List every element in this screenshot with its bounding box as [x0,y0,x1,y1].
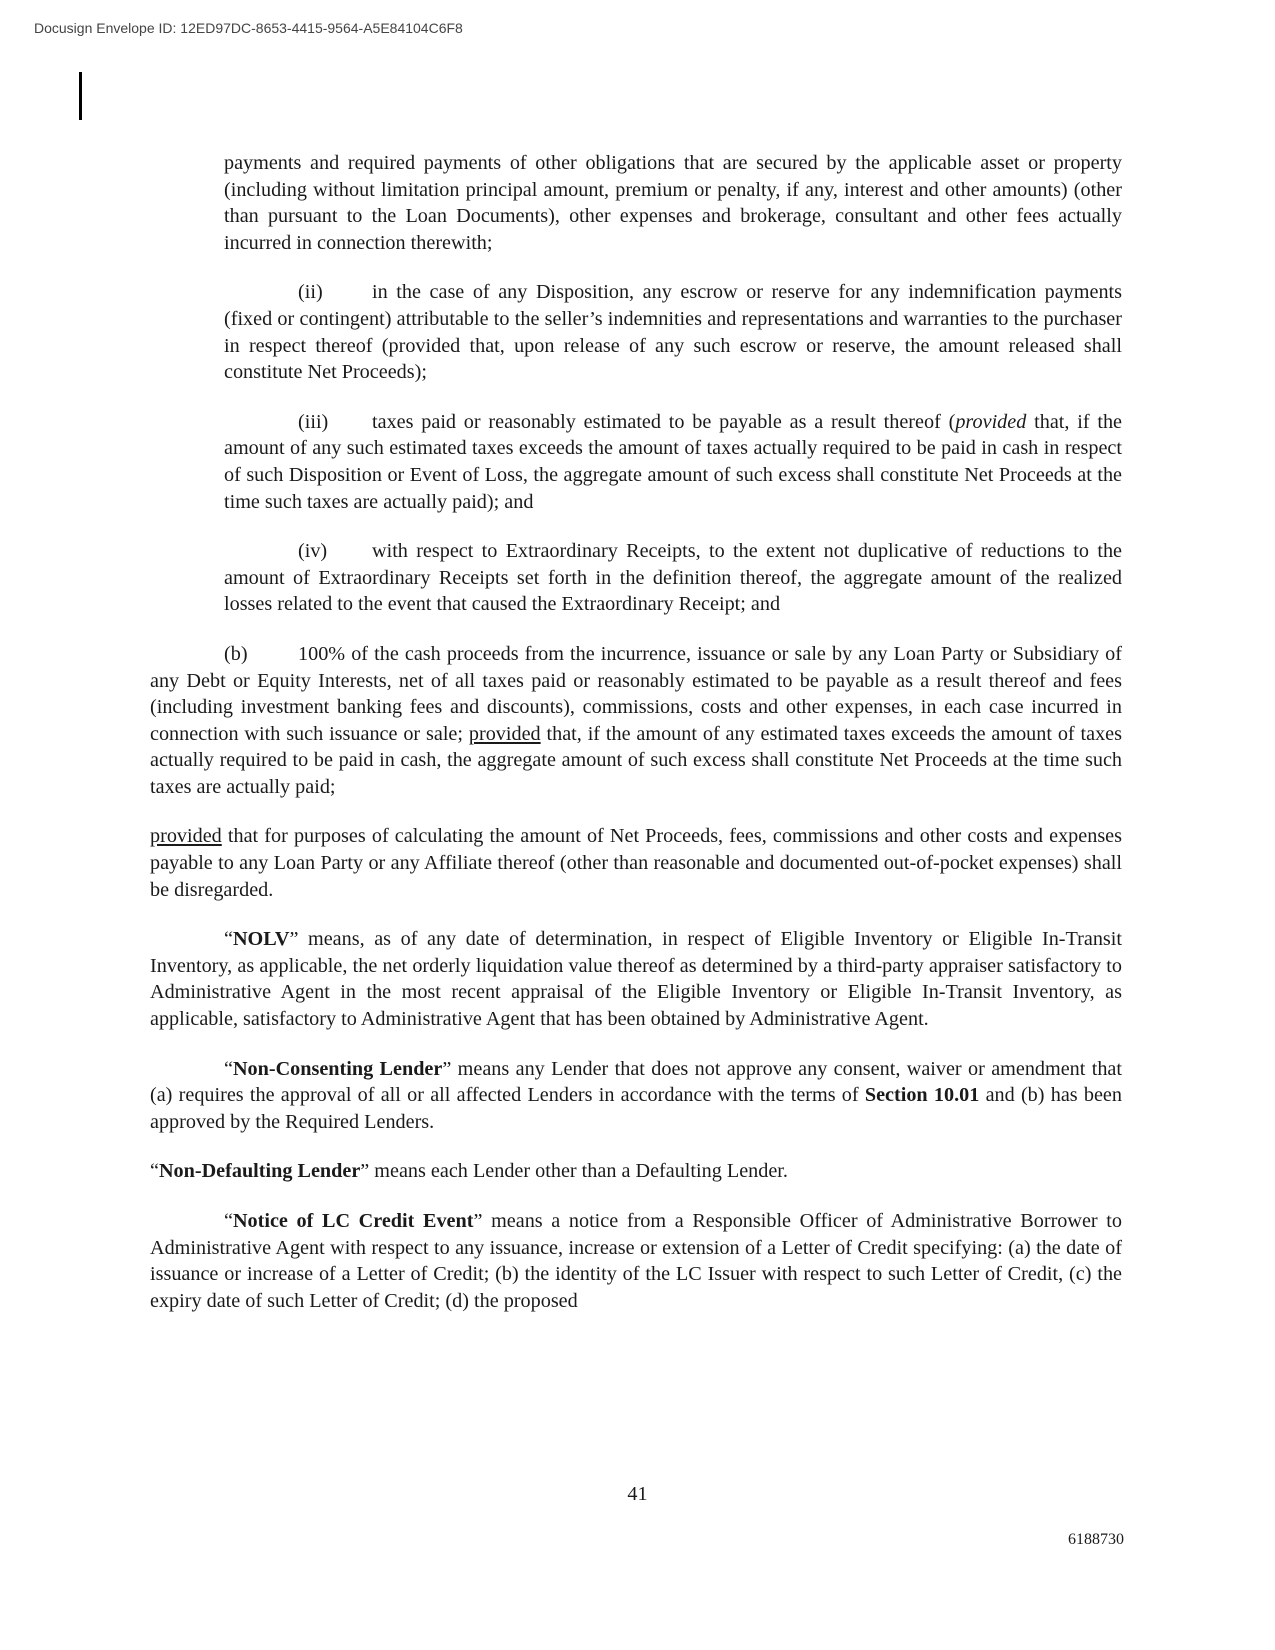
defined-term: Non-Consenting Lender [232,1057,443,1080]
defined-term: NOLV [232,928,290,951]
document-body [150,150,1122,1337]
definition-nolv: “NOLV” means, as of any date of determination, in respect of Eligible Inventory or Eligible In-Transit Inventory, as applicable, the net orderly liquidation value thereof as determined by a third-party appraiser satisfactory to Administrative Agent in the most recent appraisal of the Eligible Inventory or Eligible In-Transit Inventory, as applicable, satisfactory to Administrative Agent that has been obtained by Administrative Agent. [150,928,1122,1031]
item-number: (b) [224,642,248,665]
paragraph-ii: (ii) in the case of any Disposition, any escrow or reserve for any indemnification payments (fixed or contingent) attributable to the seller’s indemnities and representations and warranties to the purchaser in respect thereof (provided that, upon release of any such escrow or reserve, the amount released shall constitute Net Proceeds); [224,281,1122,384]
defined-term: Non-Defaulting Lender [158,1160,361,1183]
provided-italic: provided [955,410,1027,433]
definition-non-consenting-lender: “Non-Consenting Lender” means any Lender that does not approve any consent, waiver or amendment that (a) requires the approval of all or all affected Lenders in accordance with the terms of Section 10.01 and (b) has been approved by the Required Lenders. [150,1057,1122,1133]
envelope-id: Docusign Envelope ID: 12ED97DC-8653-4415-9564-A5E84104C6F8 [34,20,463,36]
paragraph-proviso: provided that for purposes of calculating the amount of Net Proceeds, fees, commissions and other costs and expenses payable to any Loan Party or any Affiliate thereof (other than reasonable and documented out-of-pocket expenses) shall be disregarded. [150,825,1122,901]
item-number: (ii) [298,281,323,304]
item-number: (iii) [298,410,329,433]
definition-notice-of-lc-credit-event: “Notice of LC Credit Event” means a notice from a Responsible Officer of Administrative Borrower to Administrative Agent with respect to any issuance, increase or extension of a Letter of Credit specifying: (a) the date of issuance or increase of a Letter of Credit; (b) the identity of the LC Issuer with respect to such Letter of Credit, (c) the expiry date of such Letter of Credit; (d) the proposed [150,1210,1122,1312]
paragraph-iii: (iii) taxes paid or reasonably estimated to be payable as a result thereof (provided that, if the amount of any such estimated taxes exceeds the amount of taxes actually required to be paid in cash in respect of such Disposition or Event of Loss, the aggregate amount of such excess shall constitute Net Proceeds at the time such taxes are actually paid); and [224,410,1122,513]
paragraph-i-continued: payments and required payments of other obligations that are secured by the applicable asset or property (including without limitation principal amount, premium or penalty, if any, interest and other amounts) (other than pursuant to the Loan Documents), other expenses and brokerage, consultant and other fees actually incurred in connection therewith; [224,152,1122,254]
defined-term: Notice of LC Credit Event [232,1210,474,1232]
provided-underlined: provided [468,722,541,745]
revision-bar [79,72,82,120]
document-number: 6188730 [1068,1531,1124,1548]
definition-non-defaulting-lender: “Non-Defaulting Lender” means each Lender other than a Defaulting Lender. [150,1160,788,1183]
section-reference: Section 10.01 [864,1084,980,1107]
paragraph-iv: (iv) with respect to Extraordinary Receipts, to the extent not duplicative of reductions to the amount of Extraordinary Receipts set forth in the definition thereof, the aggregate amount of the realized losses related to the event that caused the Extraordinary Receipt; and [224,540,1122,616]
provided-underlined: provided [150,825,222,848]
paragraph-b: (b) 100% of the cash proceeds from the incurrence, issuance or sale by any Loan Party or Subsidiary of any Debt or Equity Interests, net of all taxes paid or reasonably estimated to be payable as a result thereof and fees (including investment banking fees and discounts), commissions, costs and other expenses, in each case incurred in connection with such issuance or sale; provided that, if the amount of any estimated taxes exceeds the amount of taxes actually required to be paid in cash, the aggregate amount of such excess shall constitute Net Proceeds at the time such taxes are actually paid; [150,642,1122,798]
page-number: 41 [627,1483,648,1505]
item-number: (iv) [298,540,328,563]
